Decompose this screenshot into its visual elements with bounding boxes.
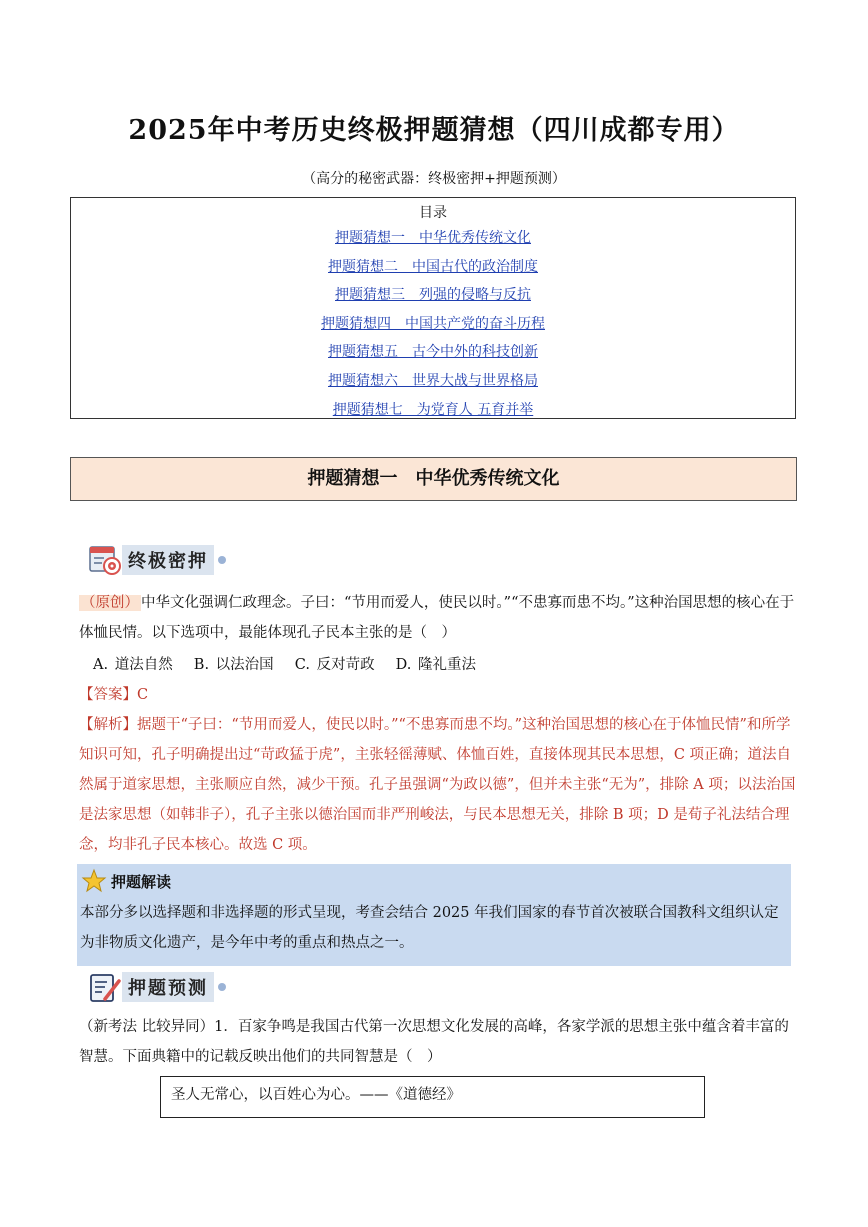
interpretation-heading: 押题解读 <box>111 872 172 891</box>
question-1-answer: 【答案】C <box>79 687 149 703</box>
toc-link-5[interactable]: 押题猜想五 古今中外的科技创新 <box>328 344 538 361</box>
interpretation-header <box>77 864 791 898</box>
target-icon <box>88 543 122 577</box>
toc-link-2[interactable]: 押题猜想二 中国古代的政治制度 <box>328 258 538 275</box>
interpretation-body: 本部分多以选择题和非选择题的形式呈现，考查会结合 2025 年我们国家的春节首次被联合国教科文组织认定为非物质文化遗产，是今年中考的重点和热点之一。 <box>80 905 779 951</box>
notepad-pencil-icon <box>88 970 122 1004</box>
question-1-options: A. 道法自然 B. 以法治国 C. 反对苛政 D. 隆礼重法 <box>93 657 477 673</box>
question-2-stem: （新考法 比较异同）1．百家争鸣是我国古代第一次思想文化发展的高峰，各家学派的思想主张中蕴含着丰富的智慧。下面典籍中的记载反映出他们的共同智慧是（ ） <box>79 1019 789 1065</box>
section-banner: 押题猜想一 中华优秀传统文化 <box>70 457 797 501</box>
question-1-analysis <box>79 710 796 860</box>
question-1-tag: （原创） <box>81 595 139 611</box>
toc-heading: 目录 <box>419 205 447 221</box>
toc-link-7[interactable]: 押题猜想七 为党育人 五育并举 <box>332 401 534 418</box>
page-title: 2025年中考历史终极押题猜想（四川成都专用） <box>128 115 740 146</box>
analysis-text: 据题干“子曰：“节用而爱人，使民以时。”“不患寡而患不均。”这种治国思想的核心在于体恤民情”和所学知识可知，孔子明确提出过“苛政猛于虎”，主张轻徭薄赋、体恤百姓，直接体现其民本思想，C 项正确；道法自然属于道家思想，主张顺应自然，减少干预。孔子虽强调“为政以德”，但并未主张“无为”，排除 A 项；以法治国是法家思想（如韩非子），孔子主张以德治国而非严刑峻法，与民本思想无关，排除 B 项；D 是荀子礼法结合理念，均非孔子民本核心。故选 C 项。 <box>79 717 796 853</box>
star-icon <box>81 868 107 894</box>
final-secret-badge <box>88 543 226 577</box>
badge-dot <box>218 983 226 991</box>
prediction-label: 押题预测 <box>122 972 214 1002</box>
question-1-text: 中华文化强调仁政理念。子曰：“节用而爱人，使民以时。”“不患寡而患不均。”这种治国思想的核心在于体恤民情。以下选项中，最能体现孔子民本主张的是（ ） <box>79 595 795 641</box>
toc-link-4[interactable]: 押题猜想四 中国共产党的奋斗历程 <box>321 315 545 332</box>
quote-box: 圣人无常心，以百姓心为心。——《道德经》 <box>160 1076 705 1118</box>
interpretation-box <box>77 864 791 966</box>
toc-link-1[interactable]: 押题猜想一 中华优秀传统文化 <box>335 230 531 246</box>
final-secret-label: 终极密押 <box>122 545 214 575</box>
page-subtitle: （高分的秘密武器：终极密押+押题预测） <box>302 171 566 187</box>
analysis-tag: 【解析】 <box>79 717 137 733</box>
prediction-badge <box>88 970 226 1004</box>
question-1-stem <box>79 588 796 648</box>
toc-link-6[interactable]: 押题猜想六 世界大战与世界格局 <box>328 372 538 389</box>
toc-link-3[interactable]: 押题猜想三 列强的侵略与反抗 <box>335 287 531 304</box>
badge-dot <box>218 556 226 564</box>
table-of-contents <box>70 197 796 419</box>
